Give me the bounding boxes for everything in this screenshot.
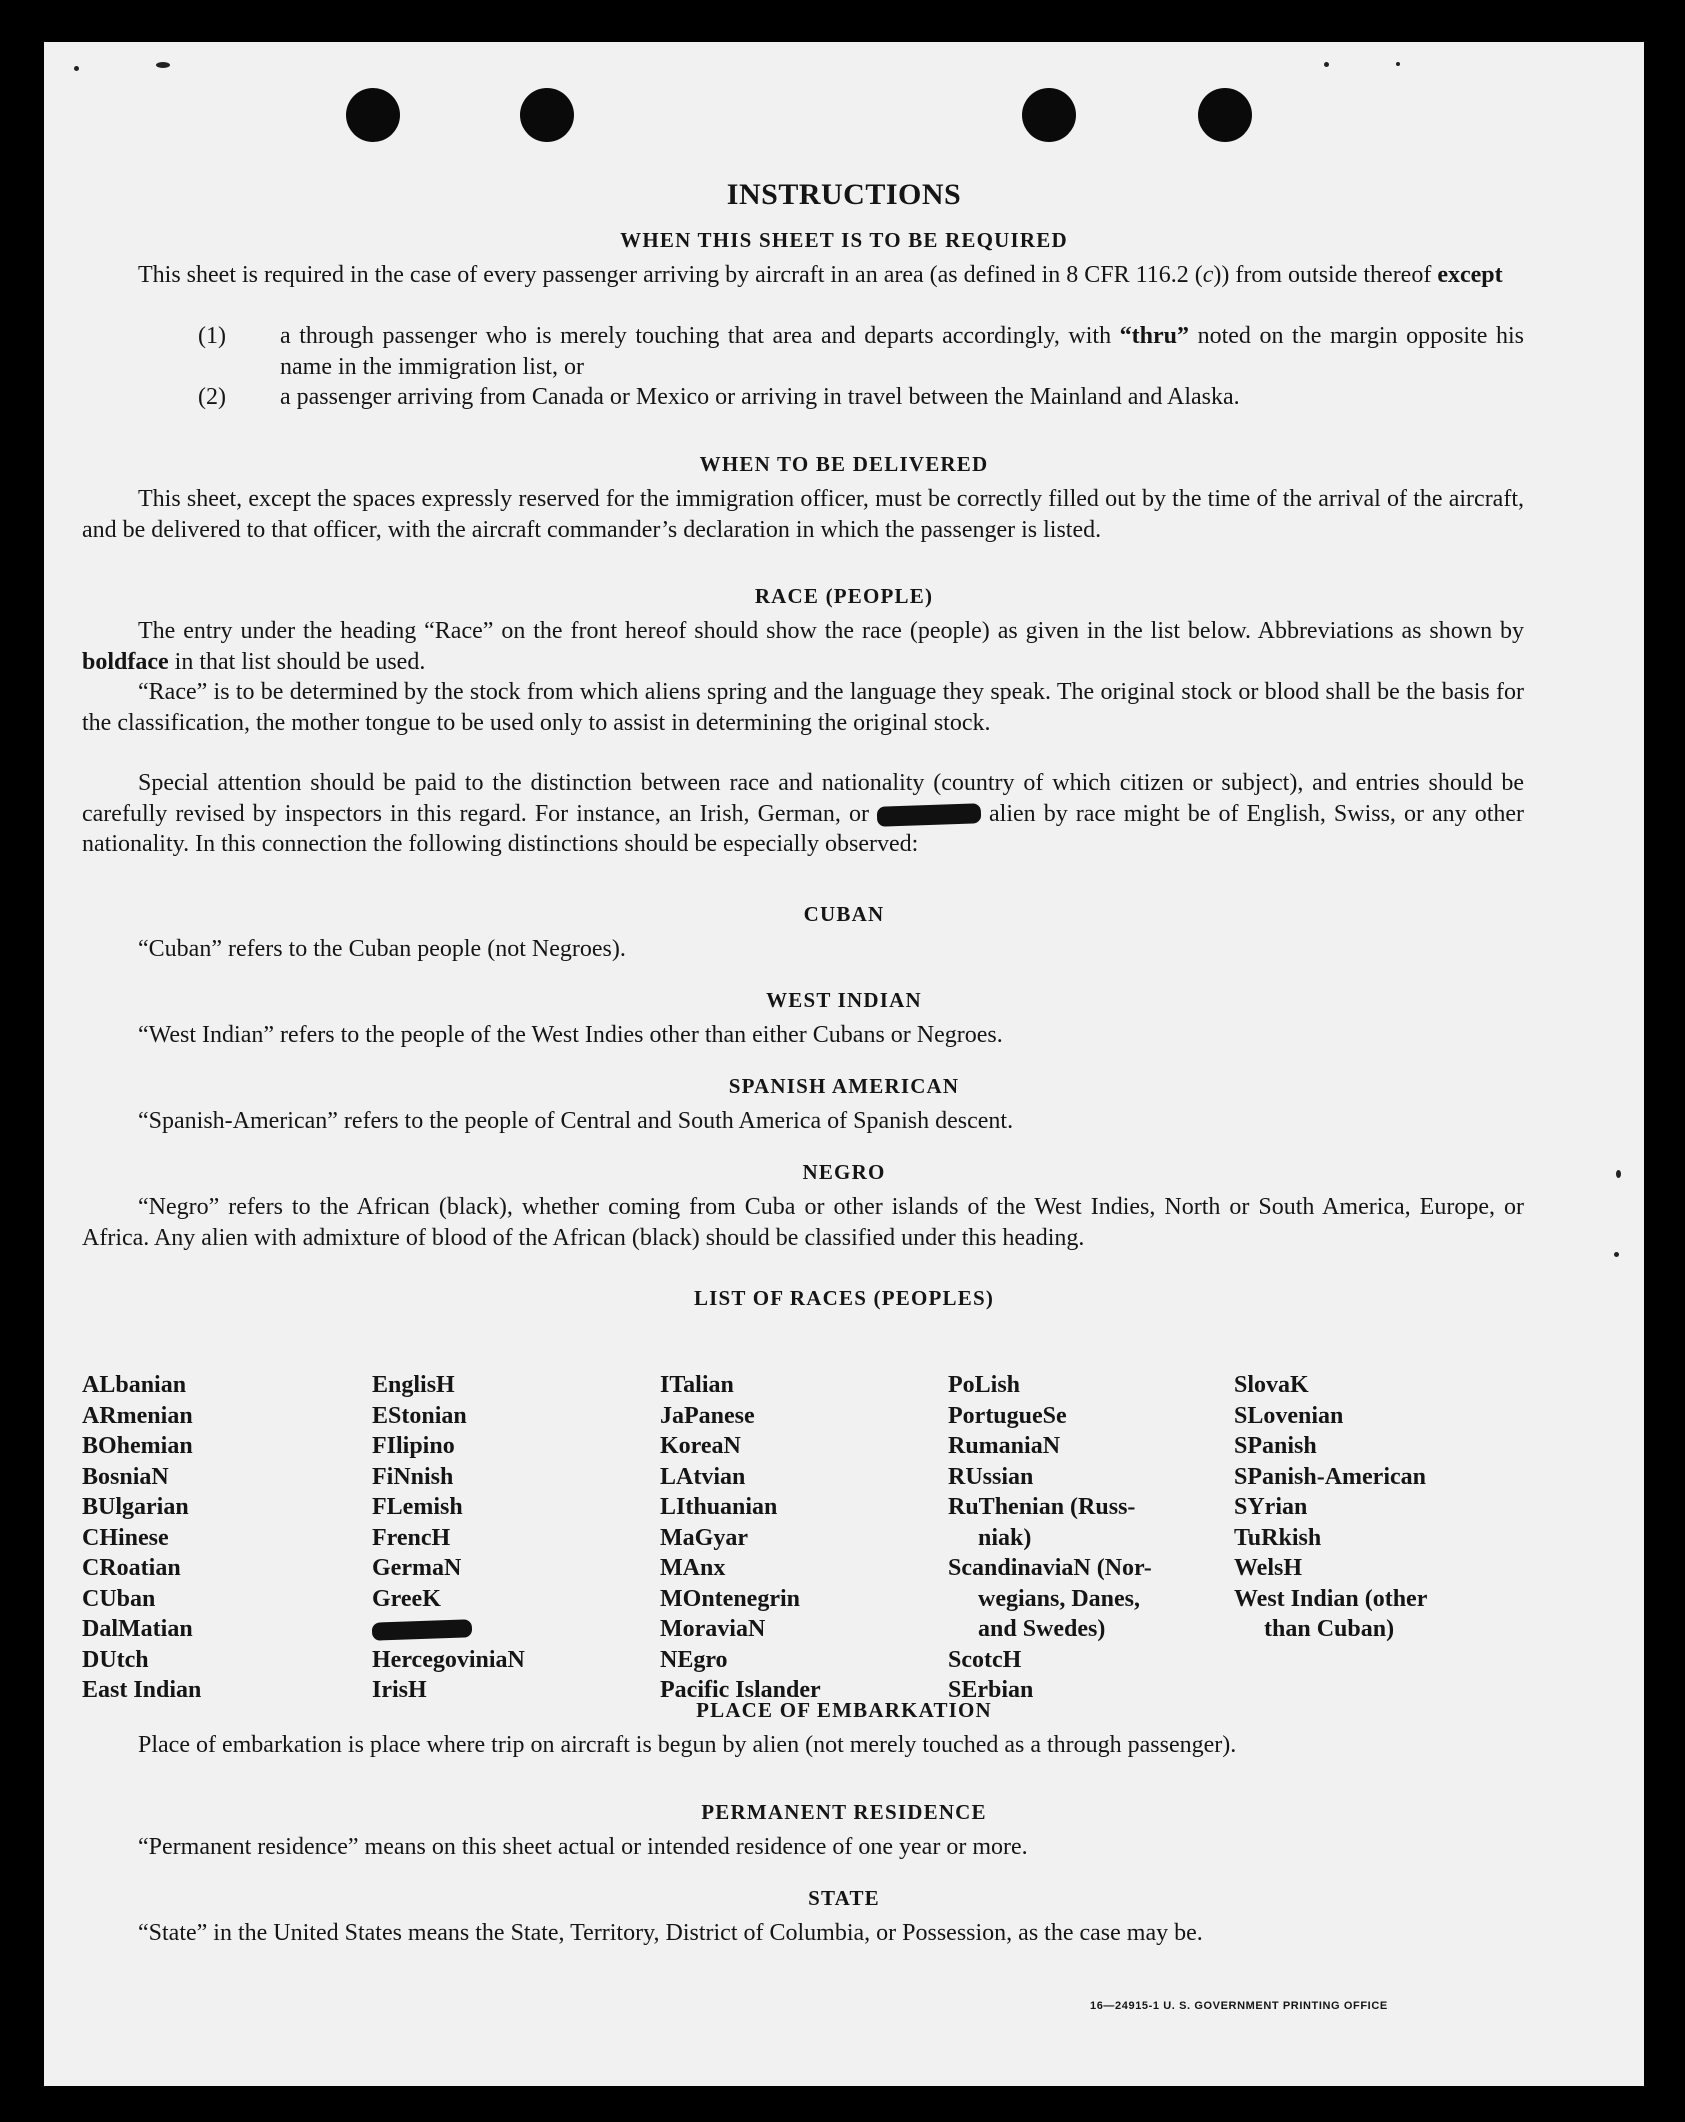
heading-negro: NEGRO bbox=[802, 1160, 886, 1184]
race-item: GermaN bbox=[372, 1555, 462, 1581]
printer-imprint: 16—24915-1 U. S. GOVERNMENT PRINTING OFFICE bbox=[1090, 2000, 1388, 2012]
race-item: ITalian bbox=[660, 1372, 734, 1398]
paragraph-race-stock: “Race” is to be determined by the stock from which aliens spring and the language they speak. The original stock or blood shall be the basis for the classification, the mother tongue to be used only to assist in determining the original stock. bbox=[82, 679, 1524, 736]
race-item: SYrian bbox=[1234, 1494, 1308, 1520]
race-item: RUssian bbox=[948, 1463, 1034, 1490]
race-item: EStonian bbox=[372, 1402, 467, 1429]
page-title: INSTRUCTIONS bbox=[726, 178, 962, 211]
race-item: East Indian bbox=[82, 1677, 202, 1703]
race-item: MoraviaN bbox=[660, 1616, 766, 1642]
race-item: FLemish bbox=[372, 1494, 463, 1520]
race-item: MAnx bbox=[660, 1555, 726, 1581]
race-item: SPanish bbox=[1234, 1433, 1317, 1459]
race-item: RuThenian (Russ- bbox=[948, 1494, 1136, 1520]
heading-race: RACE (PEOPLE) bbox=[754, 584, 934, 608]
race-item: West Indian (other bbox=[1234, 1585, 1428, 1612]
race-item: SlovaK bbox=[1234, 1372, 1309, 1398]
race-item: LIthuanian bbox=[660, 1494, 778, 1520]
redaction-mark bbox=[877, 803, 982, 827]
speck bbox=[74, 66, 79, 71]
paragraph-state: “State” in the United States means the State, Territory, District of Columbia, or Possession, as the case may be. bbox=[138, 1920, 1203, 1946]
race-item: BosniaN bbox=[82, 1463, 169, 1490]
paragraph-cuban: “Cuban” refers to the Cuban people (not Negroes). bbox=[138, 936, 626, 962]
race-item: CUban bbox=[82, 1585, 156, 1612]
punch-hole bbox=[520, 88, 574, 142]
race-item-continuation: than Cuban) bbox=[1264, 1616, 1395, 1642]
race-item: BOhemian bbox=[82, 1433, 193, 1459]
race-item: MOntenegrin bbox=[660, 1585, 800, 1612]
race-item: PoLish bbox=[948, 1372, 1021, 1398]
heading-state: STATE bbox=[808, 1886, 880, 1910]
race-item: MaGyar bbox=[660, 1524, 748, 1551]
race-item: SErbian bbox=[948, 1677, 1034, 1703]
race-item: IrisH bbox=[372, 1677, 427, 1703]
paragraph-west-indian: “West Indian” refers to the people of the West Indies other than either Cubans or Negroes. bbox=[138, 1022, 1003, 1048]
races-column-5 bbox=[1234, 1370, 1427, 1645]
punch-hole bbox=[1022, 88, 1076, 142]
heading-when-delivered: WHEN TO BE DELIVERED bbox=[699, 452, 989, 476]
heading-spanish-american: SPANISH AMERICAN bbox=[728, 1074, 960, 1098]
race-item: BUlgarian bbox=[82, 1494, 189, 1520]
races-column-1 bbox=[82, 1370, 201, 1706]
race-item: ARmenian bbox=[82, 1402, 193, 1429]
races-column-3 bbox=[660, 1370, 821, 1706]
race-item: LAtvian bbox=[660, 1463, 746, 1490]
heading-west-indian: WEST INDIAN bbox=[766, 988, 922, 1012]
paragraph-permanent-residence: “Permanent residence” means on this sheet actual or intended residence of one year or more. bbox=[138, 1834, 1028, 1860]
paragraph-race-nationality: Special attention should be paid to the distinction between race and nationality (country of which citizen or subject), and entries should be carefully revised by inspectors in this regard. For instance, an Irish, German, or alien by race might be of English, Swiss, or any other nationality. In this connection the following distinctions should be especially observed: bbox=[82, 770, 1525, 857]
paragraph-spanish-american: “Spanish-American” refers to the people of Central and South America of Spanish descent. bbox=[138, 1108, 1014, 1134]
race-item: Pacific Islander bbox=[660, 1677, 821, 1703]
heading-permanent-residence: PERMANENT RESIDENCE bbox=[701, 1800, 987, 1824]
race-item-redacted bbox=[372, 1614, 525, 1645]
race-item: TuRkish bbox=[1234, 1524, 1322, 1551]
race-item-continuation: niak) bbox=[978, 1524, 1032, 1551]
races-column-4 bbox=[948, 1370, 1152, 1706]
race-item: SPanish-American bbox=[1234, 1463, 1426, 1490]
race-item: HercegoviniaN bbox=[372, 1646, 525, 1673]
race-item: WelsH bbox=[1234, 1555, 1303, 1581]
race-item: SLovenian bbox=[1234, 1402, 1344, 1429]
heading-embarkation: PLACE OF EMBARKATION bbox=[696, 1698, 992, 1722]
race-item: FiNnish bbox=[372, 1463, 454, 1490]
race-item: NEgro bbox=[660, 1646, 728, 1673]
race-item-continuation: and Swedes) bbox=[978, 1616, 1106, 1642]
exception-item-1: (1) a through passenger who is merely touching that area and departs accordingly, with “thru” noted on the margin opposite his name in the immigration list, or bbox=[198, 323, 1524, 380]
paragraph-requirement: This sheet is required in the case of every passenger arriving by aircraft in an area (as defined in 8 CFR 116.2 (c)) from outside thereof except bbox=[138, 262, 1503, 288]
paragraph-race-entry: The entry under the heading “Race” on the front hereof should show the race (people) as given in the list below. Abbreviations as shown by boldface in that list should be used. bbox=[82, 618, 1524, 675]
race-item: CRoatian bbox=[82, 1555, 181, 1581]
speck bbox=[156, 62, 170, 68]
race-item: DUtch bbox=[82, 1646, 149, 1673]
paragraph-embarkation: Place of embarkation is place where trip on aircraft is begun by alien (not merely touched as a through passenger). bbox=[138, 1732, 1237, 1758]
race-item: ScandinaviaN (Nor- bbox=[948, 1555, 1152, 1581]
heading-cuban: CUBAN bbox=[803, 902, 885, 926]
race-item: CHinese bbox=[82, 1524, 169, 1551]
paragraph-delivery: This sheet, except the spaces expressly reserved for the immigration officer, must be correctly filled out by the time of the arrival of the aircraft, and be delivered to that officer, with the aircraft commander’s declaration in which the passenger is listed. bbox=[82, 486, 1524, 543]
race-item: FrencH bbox=[372, 1524, 451, 1551]
race-item: EnglisH bbox=[372, 1372, 455, 1398]
heading-when-required: WHEN THIS SHEET IS TO BE REQUIRED bbox=[620, 228, 1068, 252]
race-item: JaPanese bbox=[660, 1402, 755, 1429]
exception-item-2: (2) a passenger arriving from Canada or Mexico or arriving in travel between the Mainland and Alaska. bbox=[198, 384, 1240, 410]
punch-hole bbox=[346, 88, 400, 142]
punch-hole bbox=[1198, 88, 1252, 142]
redaction-mark bbox=[372, 1620, 473, 1641]
race-item: DalMatian bbox=[82, 1616, 193, 1642]
race-item: KoreaN bbox=[660, 1433, 741, 1459]
race-item: ALbanian bbox=[82, 1372, 187, 1398]
heading-list-of-races: LIST OF RACES (PEOPLES) bbox=[693, 1286, 995, 1310]
race-item: RumaniaN bbox=[948, 1433, 1061, 1459]
speck bbox=[1614, 1252, 1619, 1257]
speck bbox=[1396, 62, 1400, 66]
races-column-2 bbox=[372, 1370, 525, 1706]
race-item: PortugueSe bbox=[948, 1402, 1067, 1429]
paragraph-negro: “Negro” refers to the African (black), whether coming from Cuba or other islands of the West Indies, North or South America, Europe, or Africa. Any alien with admixture of blood of the African (black) should be classified under this heading. bbox=[82, 1194, 1524, 1251]
document-page bbox=[44, 42, 1644, 2086]
race-item: GreeK bbox=[372, 1585, 441, 1612]
speck bbox=[1324, 62, 1329, 67]
race-item: FIlipino bbox=[372, 1433, 455, 1459]
race-item-continuation: wegians, Danes, bbox=[978, 1585, 1141, 1612]
race-item: ScotcH bbox=[948, 1646, 1022, 1673]
